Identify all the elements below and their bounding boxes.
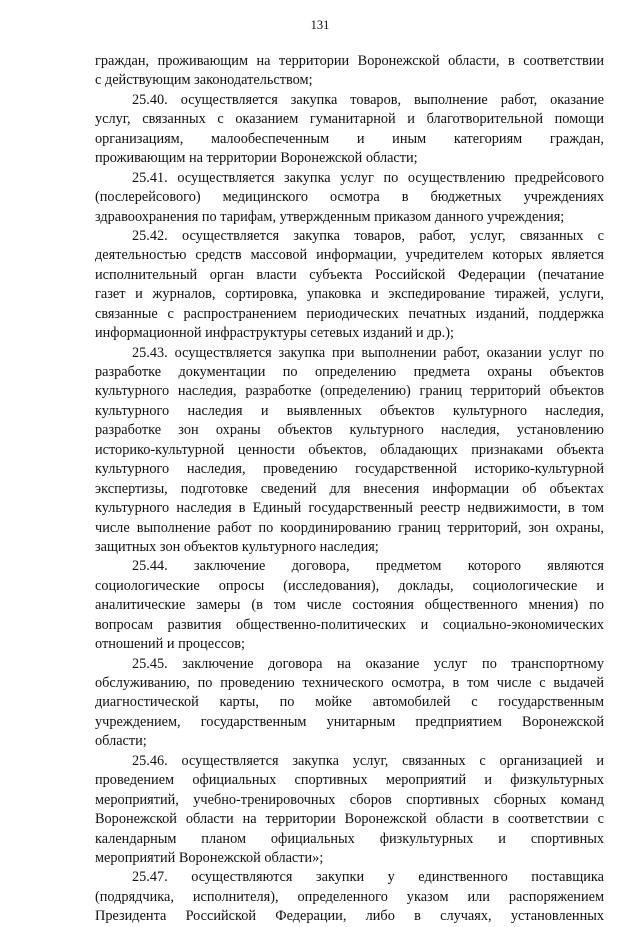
text-line: здравоохранения по тарифам, утвержденным приказом данного учреждения; [95,208,565,225]
paragraph-first-line: 25.46. осуществляется закупка услуг, связанных с организацией и [132,752,604,769]
text-line: Воронежской области на территории Воронежской области в соответствии с [95,811,604,828]
text-line: граждан, проживающим на территории Воронежской области, в соответствии [95,53,604,69]
text-line: социологические опросы (исследования), доклады, социологические и [95,577,604,594]
text-line: культурного наследия, разработке (определению) границ территорий объектов [95,383,604,400]
text-line: деятельностью средств массовой информации, учредителем которых является [95,247,604,264]
text-line: связанные с распространением периодических печатных изданий, поддержка [95,305,604,322]
text-line: диагностической карты, по мойке автомобилей с государственным [95,694,604,711]
text-line: культурного наследия в Единый государственный реестр недвижимости, в том [95,500,604,517]
text-line: газет и журналов, сортировка, упаковка и экспедирование тиражей, услуги, [95,286,604,303]
text-line: мероприятий, учебно-тренировочных сборов спортивных сборных команд [95,791,604,808]
text-line: услуг, связанных с оказанием гуманитарной и благотворительной помощи [95,111,604,128]
text-line: информационной инфраструктуры сетевых изданий и др.); [95,325,454,342]
page-number: 131 [310,18,330,32]
paragraph-first-line: 25.45. заключение договора на оказание услуг по транспортному [132,655,604,672]
text-line: числе выполнение работ по координированию границ территорий, зон охраны, [95,519,604,536]
text-line: культурного наследия, проведению государственной историко-культурной [95,461,604,478]
text-line: разработке документации по определению предмета охраны объектов [95,364,604,380]
text-line: отношений и процессов; [95,636,245,653]
text-line: исполнительный орган власти субъекта Российской Федерации (печатание [95,266,604,283]
text-line: историко-культурной ценности объектов, обладающих признаками объекта [95,441,604,458]
text-line: области; [95,733,147,750]
text-line: (подрядчика, исполнителя), определенного указом или распоряжением [95,888,604,905]
text-line: (послерейсового) медицинского осмотра в бюджетных учреждениях [95,189,604,206]
body-text [95,52,604,927]
text-line: обслуживанию, по проведению технического осмотра, в том числе с выдачей [95,675,604,691]
text-line: экспертизы, подготовке сведений для внесения информации об объектах [95,480,604,497]
paragraph-first-line: 25.43. осуществляется закупка при выполнении работ, оказании услуг по [132,344,604,361]
paragraph-first-line: 25.44. заключение договора, предметом которого являются [132,558,604,575]
text-line: аналитические замеры (в том числе состояния общественного мнения) по [95,597,604,614]
text-line: проведением официальных спортивных мероприятий и физкультурных [95,772,604,789]
text-line: мероприятий Воронежской области»; [95,849,324,866]
text-line: защитных зон объектов культурного наследия; [95,538,379,555]
text-line: проживающим на территории Воронежской области; [95,150,418,167]
text-line: культурного наследия и выявленных объектов культурного наследия, [95,402,604,419]
paragraph-first-line: 25.41. осуществляется закупка услуг по осуществлению предрейсового [132,169,604,186]
text-line: календарным планом официальных физкультурных и спортивных [95,830,604,847]
text-line: организациям, малообеспеченным и иным категориям граждан, [95,130,604,147]
paragraph-first-line: 25.42. осуществляется закупка товаров, работ, услуг, связанных с [132,227,604,244]
text-line: Президента Российской Федерации, либо в случаях, установленных [95,908,604,925]
text-line: с действующим законодательством; [95,72,313,89]
paragraph-first-line: 25.40. осуществляется закупка товаров, выполнение работ, оказание [132,91,604,108]
text-line: вопросам развития общественно-политических и социально-экономических [95,616,604,633]
text-line: разработке зон охраны объектов культурного наследия, установлению [95,422,604,439]
paragraph-first-line: 25.47. осуществляются закупки у единственного поставщика [132,869,604,886]
text-line: учреждением, государственным унитарным предприятием Воронежской [95,713,604,730]
